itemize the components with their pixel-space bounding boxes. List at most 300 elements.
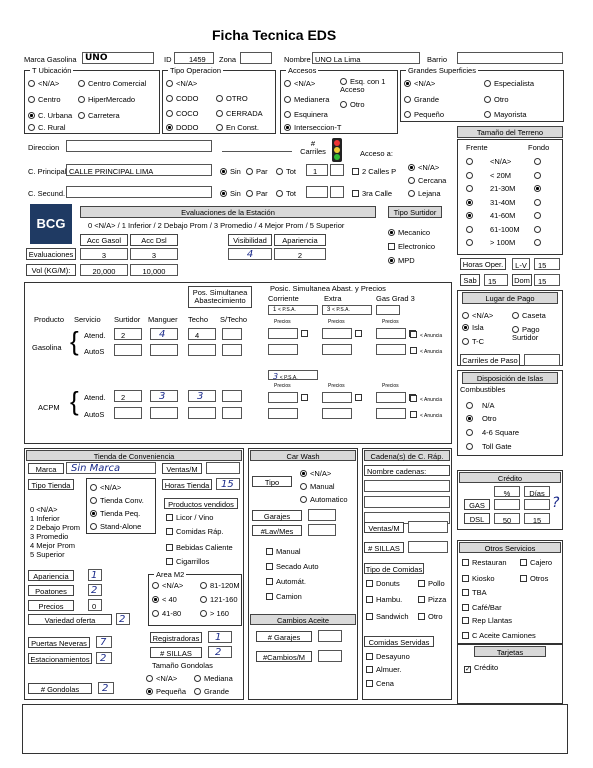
posic-title: Posic. Simultanea Abast. y Precios (270, 284, 386, 293)
comida-pizza[interactable]: Pizza (418, 596, 446, 604)
cw-chk-secado[interactable]: Secado Auto (266, 563, 319, 571)
apariencia-label: Apariencia (274, 234, 326, 246)
oper-codo[interactable]: CODO (166, 95, 199, 103)
sup-mayorista[interactable]: Mayorista (484, 111, 527, 119)
tipo-comidas-label: Tipo de Comidas (365, 565, 423, 574)
acpm-atend-stecho[interactable] (222, 390, 242, 402)
mediana-field[interactable] (222, 142, 292, 152)
zona-label: Zona (219, 55, 237, 64)
pago-isla[interactable]: Isla (462, 324, 484, 332)
terreno-label-5: 61-100M (490, 224, 520, 234)
isla-square[interactable]: 4-6 Square (466, 429, 519, 437)
superficies-title: Grandes Superficies (408, 66, 476, 75)
otros-cajero[interactable]: Cajero (520, 559, 552, 567)
credito-pct-label: % (494, 486, 520, 497)
frente-radio-1[interactable] (466, 172, 476, 180)
tarjeta-credito[interactable]: ✓ Crédito (465, 663, 499, 673)
acpm-atend-surtidor[interactable]: 2 (114, 390, 142, 402)
sab-field[interactable]: 15 (484, 274, 508, 286)
acpm-corriente-precio-field[interactable] (268, 392, 298, 403)
credito-dias-label: Días (524, 486, 550, 497)
fondo-radio-0[interactable] (534, 158, 544, 166)
acpm-autos-surtidor[interactable] (114, 407, 142, 419)
estacionamientos-field[interactable]: 2 (96, 652, 112, 664)
otros-restauran[interactable]: Restauran (462, 559, 507, 567)
ubic-hiper[interactable]: HiperMercado (78, 96, 135, 104)
terreno-title: Tamaño del Terreno (457, 126, 563, 138)
acceso-na[interactable]: <N/A> (408, 164, 439, 172)
gasolina-label: Gasolina (32, 343, 62, 352)
ubic-na[interactable]: <N/A> (28, 80, 59, 88)
gas-autos-label: AutoS (84, 347, 105, 356)
surt-mpd[interactable]: MPD (388, 257, 415, 265)
tam-pequena[interactable]: Pequeña (146, 688, 186, 696)
cw-manual[interactable]: Manual (300, 483, 335, 491)
ubicacion-title: T Ubicación (32, 66, 72, 75)
tienda-opt-stand[interactable]: Stand-Alone (90, 523, 141, 531)
nombre-field[interactable]: UNO La Lima (312, 52, 420, 64)
cadena-ventas-field[interactable] (408, 521, 448, 533)
credito-dsl-dias[interactable]: 15 (524, 513, 550, 524)
accesos-title: Accesos (288, 66, 317, 75)
cambios-garajes-label: # Garajes (256, 631, 312, 642)
acc-na[interactable]: <N/A> (284, 80, 315, 88)
pv-bebidas[interactable]: Bebidas Caliente (166, 544, 233, 552)
secund-sin[interactable]: Sin (220, 190, 241, 198)
acpm-gradg-precio-field-2[interactable] (376, 408, 406, 419)
barrio-label: Barrio (427, 55, 448, 64)
terreno-label-3: 31-40M (490, 197, 516, 207)
acpm-extra-precio-field[interactable] (322, 392, 352, 403)
horas-oper-label: Horas Oper. (460, 258, 506, 270)
acpm-corriente-precio-field-2[interactable] (268, 408, 298, 419)
acpm-corriente-precios-label: Precios (274, 383, 291, 389)
comida-hambu[interactable]: Hambu. (366, 596, 402, 604)
gas-atend-manguer[interactable]: 4 (150, 328, 178, 340)
frente-radio-0[interactable] (466, 158, 476, 166)
sup-especialista[interactable]: Especialista (484, 80, 534, 88)
cambios-mes-field[interactable] (318, 650, 342, 662)
puertas-field[interactable]: 7 (96, 636, 112, 648)
terreno-label-6: > 100M (490, 238, 516, 247)
tienda-opt-peq[interactable]: Tienda Peq. (90, 510, 140, 518)
gas-corriente-precios-label: Precios (274, 319, 291, 325)
otros-aceite[interactable]: C Aceite Camiones (462, 632, 536, 640)
acpm-autos-manguer[interactable] (150, 407, 178, 419)
gas-atend-label: Atend. (84, 331, 106, 340)
gas-atend-stecho[interactable] (222, 328, 242, 340)
visibilidad-field[interactable]: 4 (228, 248, 272, 260)
isla-na[interactable]: N/A (466, 402, 495, 410)
oper-dodo[interactable]: DODO (166, 124, 199, 132)
oper-na[interactable]: <N/A> (166, 80, 197, 88)
productos-vendidos-label: Productos vendidos (164, 498, 238, 509)
otros-llantas[interactable]: Rep Llantas (462, 617, 512, 625)
ubic-urbana[interactable]: C. Urbana (28, 112, 72, 120)
bcg-logo: BCG (30, 204, 72, 244)
cw-chk-automat[interactable]: Automát. (266, 578, 306, 586)
secund-par[interactable]: Par (246, 190, 268, 198)
pv-licor[interactable]: Licor / Vino (166, 514, 213, 522)
pago-surtidor[interactable]: Pago Surtidor (512, 325, 540, 342)
corriente-label: Corriente (268, 294, 299, 303)
carriles-paso-field[interactable] (524, 354, 560, 366)
marca-label: Marca Gasolina (24, 55, 77, 64)
id-field[interactable]: 1459 (174, 52, 214, 64)
principal-sin[interactable]: Sin (220, 168, 241, 176)
cw-auto[interactable]: Automatico (300, 496, 348, 504)
apariencia-tienda-field[interactable]: 1 (88, 569, 102, 581)
cw-chk-manual[interactable]: Manual (266, 548, 301, 556)
gas-anuncia-1[interactable]: < Anuncia (410, 331, 442, 339)
surt-mecanico[interactable]: Mecanico (388, 229, 430, 237)
techo-header: Techo (188, 315, 209, 324)
cadena-nombre-label: Nombre cadenas: (364, 465, 450, 476)
cambios-title: Cambios Aceite (250, 614, 356, 625)
registradoras-field[interactable]: 1 (208, 631, 232, 643)
page-title: Ficha Tecnica EDS (212, 27, 337, 43)
acc-otro[interactable]: Otro (340, 101, 365, 109)
servida-desayuno[interactable]: Desayuno (366, 653, 410, 661)
cadena-sillas-label: # SILLAS (364, 542, 404, 553)
area-title: Area M2 (156, 570, 185, 579)
tienda-scale-2: 2 Debajo Prom (30, 523, 81, 532)
gasolina-brace: { (70, 326, 79, 356)
nombre-label: Nombre (284, 55, 311, 64)
area-121[interactable]: 121-160 (200, 596, 238, 604)
cambios-mes-label: #Cambios/M (256, 651, 312, 662)
traffic-light-icon (330, 138, 344, 164)
cw-chk-camion[interactable]: Camion (266, 593, 302, 601)
comida-donuts[interactable]: Donuts (366, 580, 400, 588)
credito-gas-label: GAS (464, 499, 490, 510)
carriles-paso-label: Carriles de Paso (460, 354, 520, 366)
poatones-label: Poatones (28, 585, 74, 596)
tienda-scale-0: 0 <N/A> (30, 505, 58, 514)
tienda-sillas-field[interactable]: 2 (208, 646, 232, 658)
otros-title: Otros Servicios (459, 542, 561, 553)
islas-title: Disposición de Islas (462, 372, 558, 384)
tienda-scale-1: 1 Inferior (30, 514, 60, 523)
tipo-operacion-title: Tipo Operacion (170, 66, 221, 75)
acc-gasol-field[interactable]: 3 (80, 248, 128, 260)
lugar-pago-title: Lugar de Pago (462, 292, 558, 304)
secund-tot[interactable]: Tot (276, 190, 296, 198)
otros-otros[interactable]: Otros (520, 575, 548, 583)
acpm-extra-check[interactable] (355, 394, 365, 402)
vol-label: Vol (KG/M): (26, 264, 76, 276)
pos-simultanea-label: Pos. Simultanea Abastecimiento (188, 286, 252, 308)
visibilidad-label: Visibilidad (228, 234, 272, 246)
gas-atend-surtidor[interactable]: 2 (114, 328, 142, 340)
otros-tba[interactable]: TBA (462, 589, 487, 597)
gas-corriente-check[interactable] (301, 330, 311, 338)
principal-tot[interactable]: Tot (276, 168, 296, 176)
area-40[interactable]: < 40 (152, 596, 177, 604)
sup-grande[interactable]: Grande (404, 96, 439, 104)
garajes-label: Garajes (252, 510, 302, 521)
tienda-ventas-field[interactable] (206, 462, 240, 474)
gas-anuncia-2[interactable]: < Anuncia (410, 347, 442, 355)
gas-grad-label: Gas Grad 3 (376, 294, 415, 303)
acpm-psa-field[interactable]: 3 < P.S.A. (268, 370, 318, 380)
servida-cena[interactable]: Cena (366, 680, 394, 688)
acpm-label: ACPM (38, 403, 60, 412)
registradoras-label: Registradoras (150, 632, 202, 643)
carriles-principal-field-2[interactable] (330, 164, 344, 176)
lav-field[interactable] (308, 524, 336, 536)
surtidor-header: Surtidor (114, 315, 141, 324)
tienda-opt-na[interactable]: <N/A> (90, 484, 121, 492)
gas-extra-precio-field[interactable] (322, 328, 352, 339)
acc-esquinera[interactable]: Esquinera (284, 111, 328, 119)
producto-header: Producto (34, 315, 65, 324)
area-na[interactable]: <N/A> (152, 582, 183, 590)
extra-label: Extra (324, 294, 342, 303)
acceso-label: Acceso a: (360, 149, 393, 158)
cadena-ventas-label: Ventas/M (364, 522, 404, 533)
credito-dsl-pct[interactable]: 50 (494, 513, 520, 524)
puertas-label: Puertas Neveras (28, 637, 90, 648)
frente-radio-2[interactable] (466, 185, 476, 193)
precios-tienda-field[interactable]: 0 (88, 599, 102, 611)
dom-field[interactable]: 15 (534, 274, 560, 286)
tienda-scale-5: 5 Superior (30, 550, 65, 559)
frente-radio-3[interactable] (466, 199, 476, 207)
tarjetas-title: Tarjetas (474, 646, 546, 657)
dom-label: Dom (512, 274, 532, 286)
acpm-brace: { (70, 386, 79, 416)
secund-field[interactable] (66, 186, 212, 198)
comida-pollo[interactable]: Pollo (418, 580, 445, 588)
credito-dsl-label: DSL (464, 513, 490, 524)
variedad-field[interactable]: 2 (116, 613, 130, 625)
acpm-extra-precio-field-2[interactable] (322, 408, 352, 419)
stecho-header: S/Techo (220, 315, 248, 324)
cadena-nombre-field-2[interactable] (364, 496, 450, 508)
gas-autos-surtidor[interactable] (114, 344, 142, 356)
tienda-title: Tienda de Conveniencia (26, 450, 242, 461)
sab-label: Sab (460, 274, 480, 286)
fondo-radio-5[interactable] (534, 226, 544, 234)
tipo-tienda-label: Tipo Tienda (28, 479, 74, 490)
gas-gradg-precio-field-2[interactable] (376, 344, 406, 355)
cadena-title: Cadena(s) de C. Ráp. (364, 450, 450, 461)
acpm-autos-label: AutoS (84, 410, 105, 419)
gas-autos-techo[interactable] (188, 344, 216, 356)
cambios-garajes-field[interactable] (318, 630, 342, 642)
oper-coco[interactable]: COCO (166, 110, 199, 118)
ubic-centro[interactable]: Centro (28, 96, 61, 104)
acc-dsl-label: Acc Dsl (130, 234, 178, 246)
pago-na[interactable]: <N/A> (462, 312, 493, 320)
pago-caseta[interactable]: Caseta (512, 312, 546, 320)
tienda-marca-label: Marca (28, 463, 64, 474)
acpm-anuncia-1[interactable]: < Anuncia (410, 395, 442, 403)
acpm-atend-label: Atend. (84, 393, 106, 402)
evaluaciones-scale: 0 <N/A> / 1 Inferior / 2 Debajo Prom / 3 Promedio / 4 Mejor Prom / 5 Superior (88, 221, 345, 230)
gondolas-label: # Gondolas (28, 683, 92, 694)
gas-extra-check[interactable] (355, 330, 365, 338)
tam-mediana[interactable]: Mediana (194, 675, 233, 683)
notes-area[interactable] (22, 704, 568, 754)
acpm-autos-techo[interactable] (188, 407, 216, 419)
acc-esq[interactable]: Esq. con 1 Acceso (340, 77, 386, 94)
marca-field[interactable]: UNO (82, 52, 154, 64)
area-81[interactable]: 81-120M (200, 582, 240, 590)
fondo-radio-6[interactable] (534, 239, 544, 247)
horas-tienda-field[interactable]: 15 (216, 478, 240, 490)
acpm-autos-stecho[interactable] (222, 407, 242, 419)
tam-grande[interactable]: Grande (194, 688, 229, 696)
carriles-secund-field-2[interactable] (330, 186, 344, 198)
principal-field[interactable]: CALLE PRINCIPAL LIMA (66, 164, 212, 176)
gas-autos-manguer[interactable] (150, 344, 178, 356)
gondolas-field[interactable]: 2 (98, 682, 114, 694)
cadena-sillas-field[interactable] (408, 541, 448, 553)
terreno-label-2: 21-30M (490, 184, 516, 193)
manguer-header: Manguer (148, 315, 178, 324)
estacionamientos-label: Estacionamientos (28, 653, 92, 664)
vol-field-2[interactable]: 10,000 (130, 264, 178, 276)
frente-radio-6[interactable] (466, 239, 476, 247)
comida-sandwich[interactable]: Sandwich (366, 613, 409, 621)
ubic-cc[interactable]: Centro Comercial (78, 80, 146, 88)
comida-otro[interactable]: Otro (418, 613, 443, 621)
acceso-cercana[interactable]: Cercana (408, 177, 446, 185)
dos-calles[interactable]: 2 Calles P (352, 168, 396, 176)
isla-otro[interactable]: Otro (466, 415, 497, 423)
gas-gradg-precio-field[interactable] (376, 328, 406, 339)
gas-corriente-precio-field[interactable] (268, 328, 298, 339)
terreno-label-1: < 20M (490, 170, 512, 180)
credito-gas-pct[interactable] (494, 499, 520, 510)
lv-label: L-V (512, 258, 530, 270)
isla-toll[interactable]: Toll Gate (466, 443, 512, 451)
frente-label: Frente (466, 143, 488, 152)
fondo-radio-2[interactable] (534, 185, 544, 193)
tam-na[interactable]: <N/A> (146, 675, 177, 683)
tienda-scale-3: 3 Promedio (30, 532, 69, 541)
acpm-anuncia-2[interactable]: < Anuncia (410, 411, 442, 419)
principal-label: C. Principal (28, 167, 67, 176)
oper-cerrada[interactable]: CERRADA (216, 110, 263, 118)
otros-cafe[interactable]: Café/Bar (462, 604, 502, 612)
frente-radio-5[interactable] (466, 226, 476, 234)
servida-almuer[interactable]: Almuer. (366, 666, 401, 674)
gas-grad-field[interactable] (376, 305, 400, 315)
pv-cigarrillos[interactable]: Cigarrillos (166, 558, 209, 566)
area-41[interactable]: 41-80 (152, 610, 181, 618)
fondo-radio-3[interactable] (534, 199, 544, 207)
sup-na[interactable]: <N/A> (404, 80, 435, 88)
gas-autos-stecho[interactable] (222, 344, 242, 356)
pago-tc[interactable]: T-C (462, 338, 484, 346)
ubic-carretera[interactable]: Carretera (78, 112, 120, 120)
tipo-surtidor-title: Tipo Surtidor (388, 206, 442, 218)
garajes-field[interactable] (308, 509, 336, 521)
acpm-extra-precios-label: Precios (328, 383, 345, 389)
poatones-field[interactable]: 2 (88, 584, 102, 596)
carwash-tipo-label: Tipo (252, 476, 292, 487)
acpm-corriente-check[interactable] (301, 394, 311, 402)
apariencia-field[interactable]: 2 (274, 248, 326, 260)
gas-corriente-precio-field-2[interactable] (268, 344, 298, 355)
carriles-secund-field[interactable] (306, 186, 328, 198)
vol-field-1[interactable]: 20,000 (80, 264, 128, 276)
corriente-psa-field[interactable]: 1 < P.S.A. (268, 305, 318, 315)
fondo-radio-1[interactable] (534, 172, 544, 180)
zona-field[interactable] (240, 52, 272, 64)
principal-par[interactable]: Par (246, 168, 268, 176)
acpm-gradg-precios-label: Precios (382, 383, 399, 389)
lav-label: #Lav/Mes (252, 525, 302, 536)
credito-question: ? (552, 495, 560, 511)
tienda-sillas-label: # SILLAS (150, 647, 202, 658)
oper-const[interactable]: En Const. (216, 124, 259, 132)
lv-field[interactable]: 15 (534, 258, 560, 270)
terreno-label-0: <N/A> (490, 157, 512, 166)
tienda-marca-field[interactable]: Sin Marca (66, 462, 156, 474)
tienda-opt-conv[interactable]: Tienda Conv. (90, 497, 144, 505)
gas-extra-precios-label: Precios (328, 319, 345, 325)
area-160[interactable]: > 160 (200, 610, 229, 618)
acpm-atend-manguer[interactable]: 3 (150, 390, 178, 402)
acpm-gradg-precio-field[interactable] (376, 392, 406, 403)
gas-atend-techo[interactable]: 4 (188, 328, 216, 340)
terreno-label-4: 41-60M (490, 211, 516, 220)
credito-gas-dias[interactable] (524, 499, 550, 510)
surt-electronico[interactable]: Electronico (388, 243, 435, 251)
credito-title: Crédito (459, 472, 561, 483)
oper-otro[interactable]: OTRO (216, 95, 248, 103)
acceso-lejana[interactable]: Lejana (408, 190, 441, 198)
acpm-atend-techo[interactable]: 3 (188, 390, 216, 402)
variedad-label: Variedad oferta (28, 614, 112, 625)
acc-gasol-label: Acc Gasol (80, 234, 128, 246)
frente-radio-4[interactable] (466, 212, 476, 220)
tercera-calle[interactable]: 3ra Calle (352, 190, 392, 198)
sup-otro[interactable]: Otro (484, 96, 509, 104)
sup-pequeno[interactable]: Pequeño (404, 111, 444, 119)
tamano-title: Tamaño Gondolas (152, 661, 213, 670)
tienda-scale-4: 4 Mejor Prom (30, 541, 76, 550)
acc-interseccion[interactable]: Interseccion-T (284, 124, 342, 132)
gas-gradg-precios-label: Precios (382, 319, 399, 325)
fondo-radio-4[interactable] (534, 212, 544, 220)
carriles-principal-field[interactable]: 1 (306, 164, 328, 176)
acc-medianera[interactable]: Medianera (284, 96, 329, 104)
direccion-label: Direccion (28, 143, 60, 152)
ubic-rural[interactable]: C. Rural (28, 124, 66, 132)
cw-na[interactable]: <N/A> (300, 470, 331, 478)
evaluaciones-label: Evaluaciones (26, 248, 76, 260)
carwash-title: Car Wash (250, 450, 356, 461)
gas-extra-precio-field-2[interactable] (322, 344, 352, 355)
cadena-nombre-field-1[interactable] (364, 480, 450, 492)
extra-psa-field[interactable]: 3 < P.S.A. (322, 305, 372, 315)
id-label: ID (164, 55, 172, 64)
direccion-field[interactable] (66, 140, 212, 152)
tienda-ventas-label: Ventas/M (162, 463, 202, 474)
comidas-servidas-label: Comidas Servidas (364, 636, 434, 647)
acc-dsl-field[interactable]: 3 (130, 248, 178, 260)
pv-comidas[interactable]: Comidas Ráp. (166, 528, 224, 536)
servicio-header: Servicio (74, 315, 101, 324)
combustibles-label: Combustibles (460, 385, 506, 394)
barrio-field[interactable] (457, 52, 563, 64)
otros-kiosko[interactable]: Kiosko (462, 575, 495, 583)
